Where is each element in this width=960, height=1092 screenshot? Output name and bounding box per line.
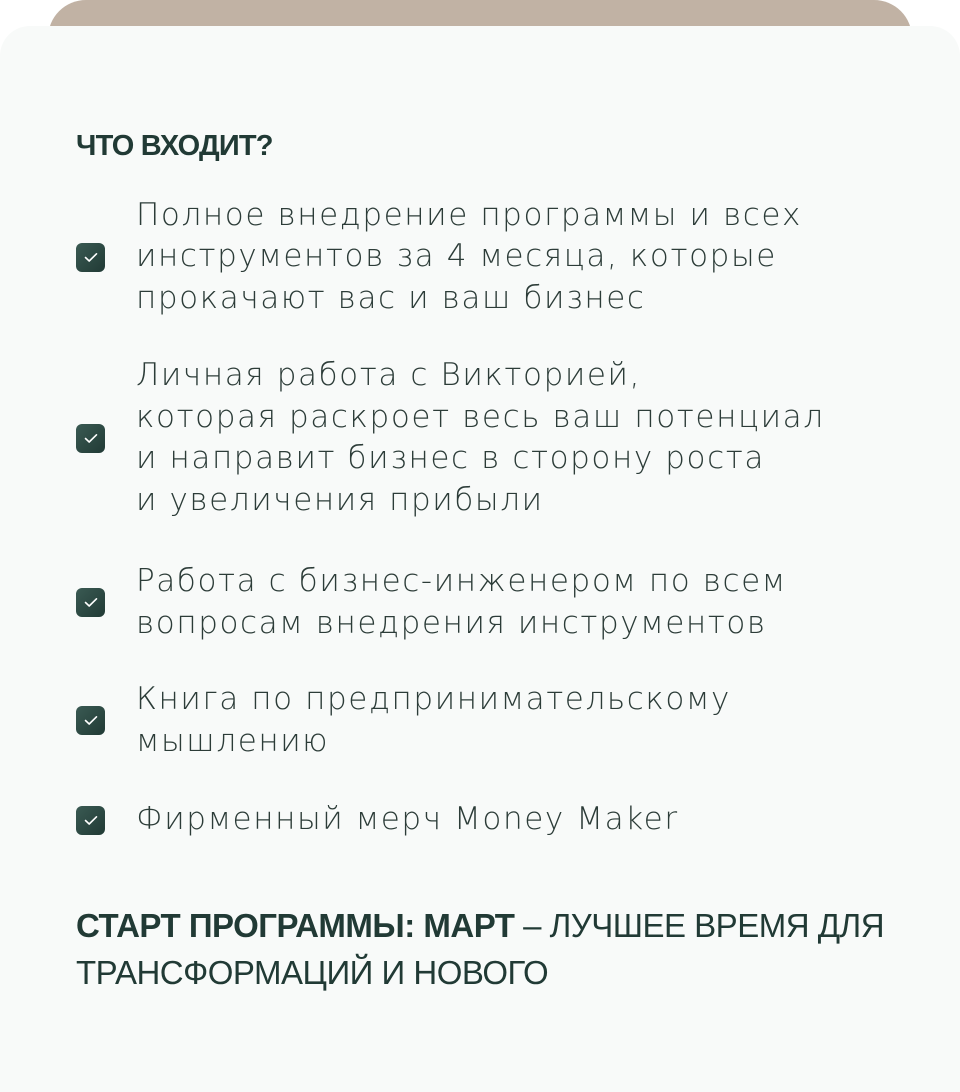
feature-text: Фирменный мерч Money Maker <box>136 801 679 838</box>
checkbox-checked-icon <box>76 806 105 835</box>
feature-text: Книга по предпринимательскому мышлению <box>136 681 731 759</box>
program-start-note <box>76 902 896 996</box>
feature-item <box>76 355 896 521</box>
checkbox-checked-icon <box>76 588 105 617</box>
section-title: ЧТО ВХОДИТ? <box>76 130 273 162</box>
program-start-description: – ЛУЧШЕЕ ВРЕМЯ ДЛЯ ТРАНСФОРМАЦИЙ И НОВОГО <box>76 907 885 991</box>
feature-text: Личная работа с Викторией, которая раскроет весь ваш потенциал и направит бизнес в сторону роста и увеличения прибыли <box>136 357 825 518</box>
checkbox-checked-icon <box>76 706 105 735</box>
feature-item <box>76 799 896 841</box>
feature-text: Полное внедрение программы и всех инструментов за 4 месяца, которые прокачают вас и ваш бизнес <box>136 196 802 316</box>
checkbox-checked-icon <box>76 424 105 453</box>
feature-item <box>76 679 896 762</box>
feature-item <box>76 561 896 644</box>
feature-text: Работа с бизнес-инженером по всем вопросам внедрения инструментов <box>136 563 787 641</box>
feature-item <box>76 195 896 319</box>
checkbox-checked-icon <box>76 243 105 272</box>
program-start-label: СТАРТ ПРОГРАММЫ: МАРТ <box>76 907 515 944</box>
